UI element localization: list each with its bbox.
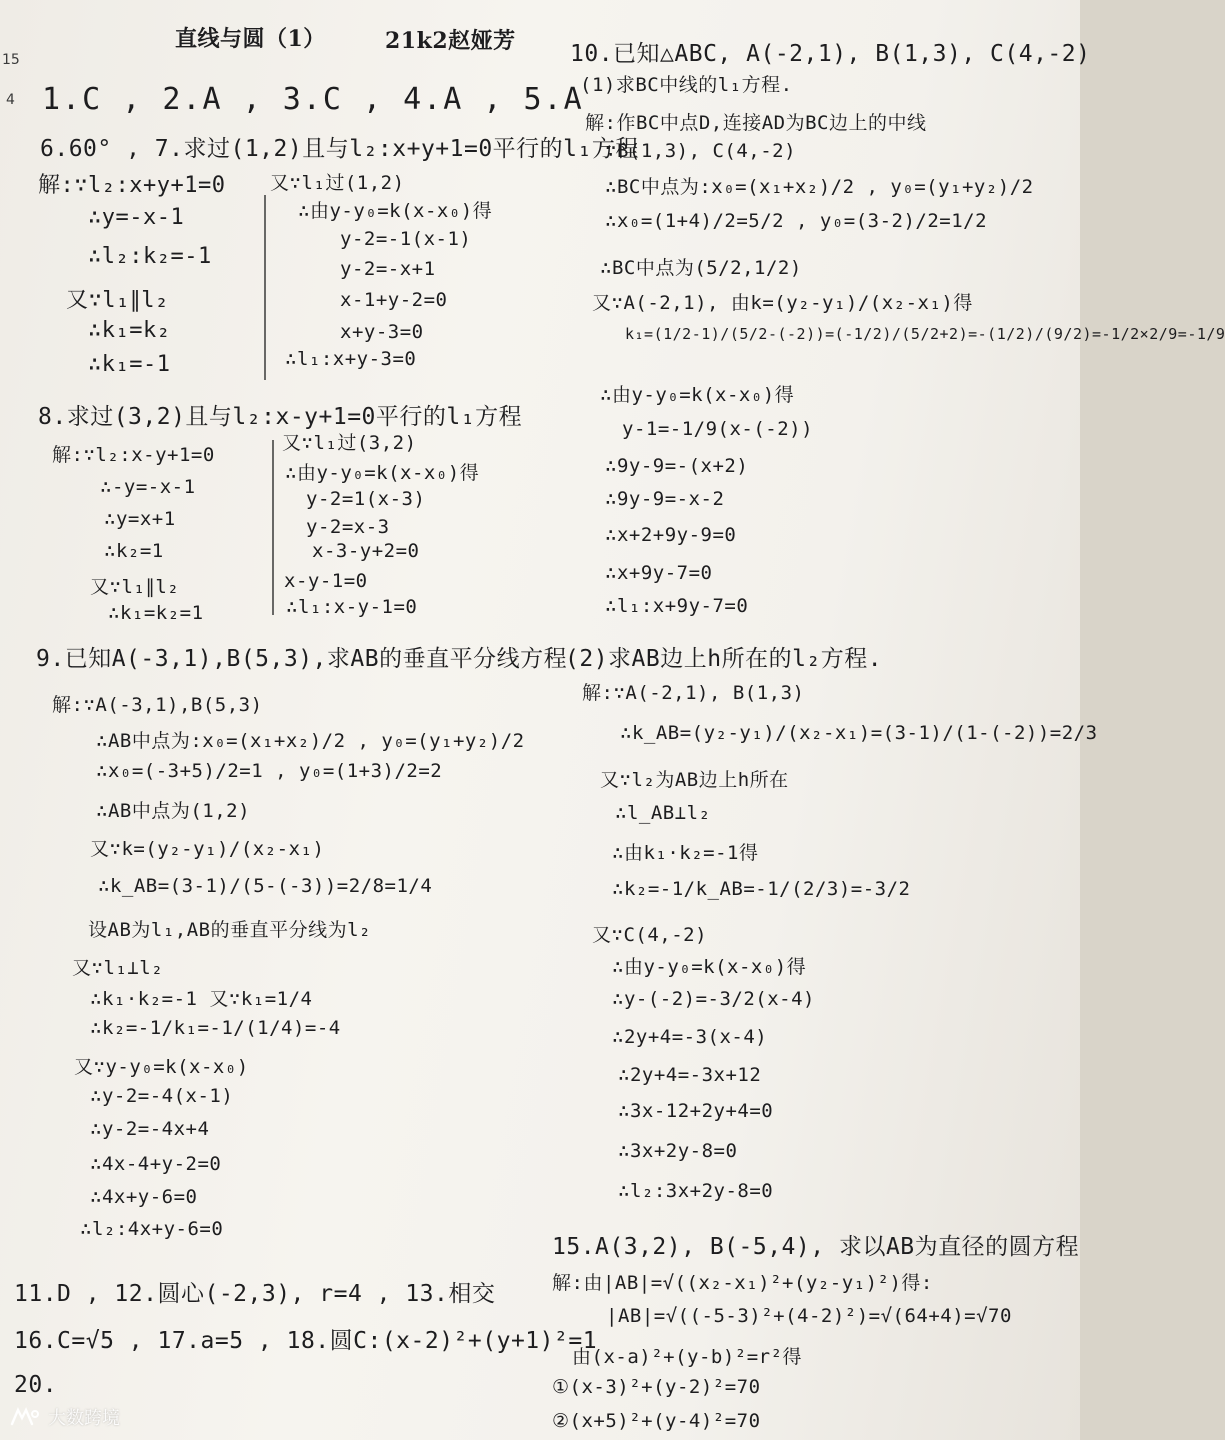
q9-line: ∴AB中点为:x₀=(x₁+x₂)/2 , y₀=(y₁+y₂)/2 <box>96 730 525 752</box>
q15-line: 由(x-a)²+(y-b)²=r²得 <box>572 1346 803 1368</box>
watermark-text: 大数跨境 <box>48 1408 120 1429</box>
q9-line: ∴x₀=(-3+5)/2=1 , y₀=(1+3)/2=2 <box>96 760 443 782</box>
q8-right-line: x-3-y+2=0 <box>312 540 420 562</box>
q10-part2-line: ∴3x-12+2y+4=0 <box>618 1100 774 1122</box>
q7-divider <box>264 195 266 380</box>
q10-part2-line: ∴l_AB⊥l₂ <box>615 802 711 824</box>
answers-11-13: 11.D , 12.圆心(-2,3), r=4 , 13.相交 <box>14 1281 496 1307</box>
q20-label: 20. <box>14 1372 58 1398</box>
q10-part1-line: ∵B(1,3), C(4,-2) <box>605 140 797 162</box>
q10-part1-line: ∴x₀=(1+4)/2=5/2 , y₀=(3-2)/2=1/2 <box>605 210 988 232</box>
q10-part2-line: ∴l₂:3x+2y-8=0 <box>618 1180 774 1202</box>
q15-line: 解:由|AB|=√((x₂-x₁)²+(y₂-y₁)²)得: <box>552 1272 933 1294</box>
q10-part1-line: ∴9y-9=-(x+2) <box>605 455 749 477</box>
q10-part1-line: k₁=(1/2-1)/(5/2-(-2))=(-1/2)/(5/2+2)=-(1/2)/(9/2)=-1/2×2/9=-1/9 <box>625 325 1225 343</box>
q7-left-line: 又∵l₁∥l₂ <box>66 288 169 313</box>
q9-heading: 9.已知A(-3,1),B(5,3),求AB的垂直平分线方程 <box>36 646 568 672</box>
q10-part2-line: 又∵l₂为AB边上h所在 <box>600 769 789 791</box>
q9-line: ∴k₁·k₂=-1 又∵k₁=1/4 <box>90 988 313 1010</box>
q9-line: ∴k₂=-1/k₁=-1/(1/4)=-4 <box>90 1017 341 1039</box>
q10-part2-line: ∴k₂=-1/k_AB=-1/(2/3)=-3/2 <box>612 878 911 900</box>
q7-right-line: x-1+y-2=0 <box>340 289 448 311</box>
q10-part1-line: ∴由y-y₀=k(x-x₀)得 <box>600 384 795 406</box>
q9-line: ∴y-2=-4x+4 <box>90 1118 210 1140</box>
q8-left-line: 又∵l₁∥l₂ <box>90 576 180 598</box>
q8-right-line: ∴由y-y₀=k(x-x₀)得 <box>285 462 480 484</box>
answers-1-5: 1.C , 2.A , 3.C , 4.A , 5.A <box>42 82 584 117</box>
q7-left-line: ∴k₁=k₂ <box>88 318 171 343</box>
q9-line: ∴4x+y-6=0 <box>90 1186 198 1208</box>
q6-q7-heading: 6.60° , 7.求过(1,2)且与l₂:x+y+1=0平行的l₁方程 <box>40 136 639 162</box>
q10-part1-line: y-1=-1/9(x-(-2)) <box>622 418 814 440</box>
q7-right-line: y-2=-x+1 <box>340 258 436 280</box>
q8-heading: 8.求过(3,2)且与l₂:x-y+1=0平行的l₁方程 <box>38 404 523 430</box>
q9-line: 又∵y-y₀=k(x-x₀) <box>74 1056 249 1078</box>
q10-heading: 10.已知△ABC, A(-2,1), B(1,3), C(4,-2) <box>570 41 1091 67</box>
q7-left-line: ∴y=-x-1 <box>88 205 185 230</box>
answers-16-18: 16.C=√5 , 17.a=5 , 18.圆C:(x-2)²+(y+1)²=1 <box>14 1328 598 1354</box>
q7-right-line: ∴由y-y₀=k(x-x₀)得 <box>298 200 493 222</box>
q8-right-line: ∴l₁:x-y-1=0 <box>286 596 418 618</box>
q8-left-line: ∴-y=-x-1 <box>100 476 196 498</box>
author-name: 21k2赵娅芳 <box>385 28 516 54</box>
q10-part2-line: ∴2y+4=-3x+12 <box>618 1064 762 1086</box>
q9-line: ∴y-2=-4(x-1) <box>90 1085 234 1107</box>
q7-right-line: y-2=-1(x-1) <box>340 228 472 250</box>
q10-part1-line: 又∵A(-2,1), 由k=(y₂-y₁)/(x₂-x₁)得 <box>592 292 973 314</box>
margin-note-top: 15 <box>2 52 20 68</box>
q10-part1-line: ∴x+9y-7=0 <box>605 562 713 584</box>
q10-part1-line: ∴l₁:x+9y-7=0 <box>605 595 749 617</box>
q8-right-line: x-y-1=0 <box>284 570 368 592</box>
q8-right-line: y-2=x-3 <box>306 516 390 538</box>
q10-part2-line: ∴y-(-2)=-3/2(x-4) <box>612 988 815 1010</box>
q10-part1-heading: (1)求BC中线的l₁方程. <box>580 74 793 96</box>
q10-part1-line: ∴x+2+9y-9=0 <box>605 524 737 546</box>
q15-line: |AB|=√((-5-3)²+(4-2)²)=√(64+4)=√70 <box>606 1305 1012 1327</box>
q7-left-line: 解:∵l₂:x+y+1=0 <box>38 173 226 198</box>
q15-line: ①(x-3)²+(y-2)²=70 <box>552 1376 761 1398</box>
watermark <box>10 1404 120 1430</box>
q10-part1-line: ∴BC中点为:x₀=(x₁+x₂)/2 , y₀=(y₁+y₂)/2 <box>605 176 1034 198</box>
q10-part2-line: ∴k_AB=(y₂-y₁)/(x₂-x₁)=(3-1)/(1-(-2))=2/3 <box>620 722 1098 744</box>
q7-left-line: ∴l₂:k₂=-1 <box>88 244 212 269</box>
q9-line: ∴k_AB=(3-1)/(5-(-3))=2/8=1/4 <box>98 875 433 897</box>
page-title: 直线与圆（1） <box>175 26 326 52</box>
q7-right-line: x+y-3=0 <box>340 321 424 343</box>
q8-right-line: 又∵l₁过(3,2) <box>282 432 417 454</box>
q9-line: ∴l₂:4x+y-6=0 <box>80 1218 224 1240</box>
q10-part1-line: 解:作BC中点D,连接AD为BC边上的中线 <box>585 112 927 134</box>
q10-part2-line: ∴由k₁·k₂=-1得 <box>612 842 759 864</box>
q15-line: ②(x+5)²+(y-4)²=70 <box>552 1410 761 1432</box>
watermark-logo-icon <box>10 1406 40 1428</box>
q8-left-line: 解:∵l₂:x-y+1=0 <box>52 444 215 466</box>
q10-part2-line: ∴2y+4=-3(x-4) <box>612 1026 768 1048</box>
q8-left-line: ∴k₁=k₂=1 <box>108 602 204 624</box>
q7-right-line: ∴l₁:x+y-3=0 <box>285 348 417 370</box>
q9-line: 设AB为l₁,AB的垂直平分线为l₂ <box>88 919 371 941</box>
q7-right-line: 又∵l₁过(1,2) <box>270 172 405 194</box>
q9-line: 又∵k=(y₂-y₁)/(x₂-x₁) <box>90 838 325 860</box>
q8-right-line: y-2=1(x-3) <box>306 488 426 510</box>
q9-line: 解:∵A(-3,1),B(5,3) <box>52 694 263 716</box>
q9-line: ∴4x-4+y-2=0 <box>90 1153 222 1175</box>
margin-note-second: 4 <box>6 92 15 108</box>
q15-heading: 15.A(3,2), B(-5,4), 求以AB为直径的圆方程 <box>552 1234 1080 1260</box>
q8-left-line: ∴k₂=1 <box>104 540 164 562</box>
q10-part1-line: ∴BC中点为(5/2,1/2) <box>600 257 802 279</box>
q9-line: ∴AB中点为(1,2) <box>96 800 251 822</box>
q10-part1-line: ∴9y-9=-x-2 <box>605 488 725 510</box>
q8-left-line: ∴y=x+1 <box>104 508 176 530</box>
q10-part2-line: 又∵C(4,-2) <box>592 924 708 946</box>
q9-line: 又∵l₁⊥l₂ <box>72 957 164 979</box>
q10-part2-line: ∴由y-y₀=k(x-x₀)得 <box>612 956 807 978</box>
q8-divider <box>272 440 274 615</box>
q7-left-line: ∴k₁=-1 <box>88 352 171 377</box>
q10-part2-line: ∴3x+2y-8=0 <box>618 1140 738 1162</box>
q10-part2-heading: (2)求AB边上h所在的l₂方程. <box>565 646 883 672</box>
q10-part2-line: 解:∵A(-2,1), B(1,3) <box>582 682 805 704</box>
